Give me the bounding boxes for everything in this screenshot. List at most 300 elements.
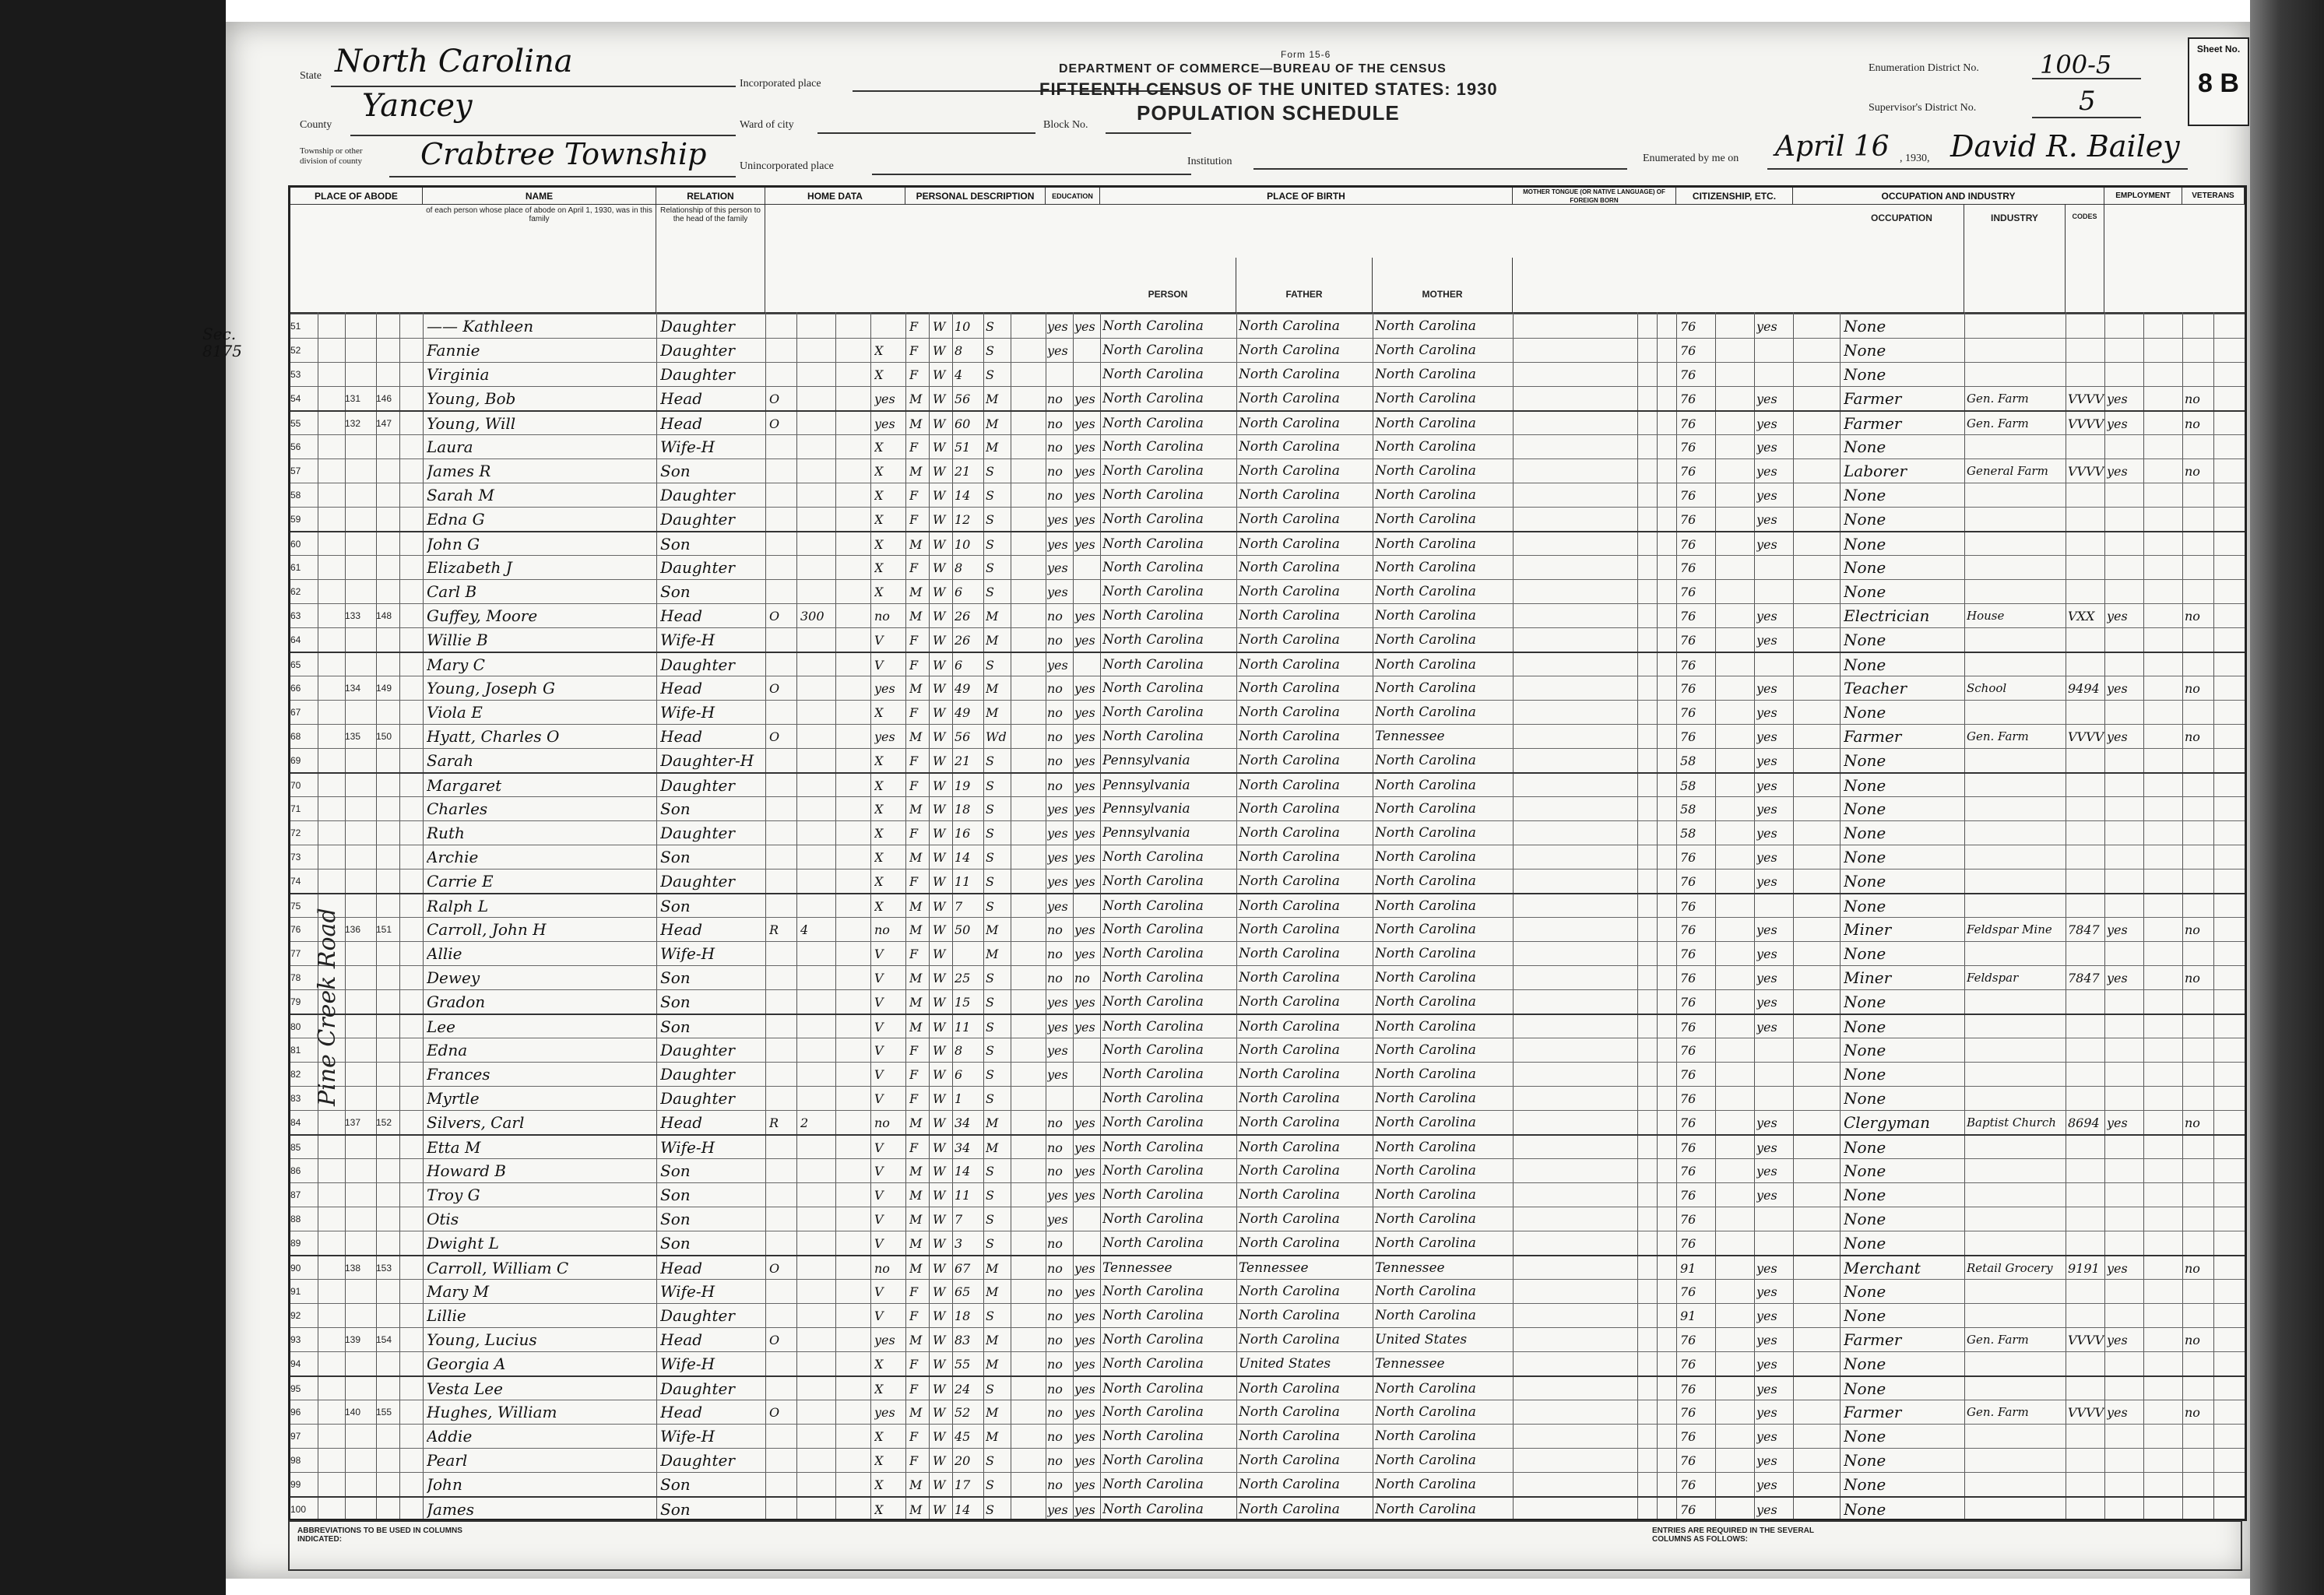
table-row (290, 1400, 2245, 1424)
marital-status: M (986, 947, 999, 961)
age: 26 (955, 609, 971, 624)
sex: M (909, 416, 923, 431)
dwelling-number (345, 580, 376, 604)
age: 55 (955, 1357, 971, 1372)
age: 7 (955, 899, 963, 914)
sex: F (909, 1067, 919, 1082)
occupation-code (2068, 990, 2104, 1014)
mother-label: MOTHER (1422, 289, 1463, 300)
sex: F (909, 874, 919, 889)
marital-status: S (986, 1453, 994, 1468)
table-row (290, 1231, 2245, 1255)
birthplace-father: North Carolina (1239, 970, 1340, 985)
birthplace-father: North Carolina (1239, 1502, 1340, 1517)
birthplace-mother: North Carolina (1375, 657, 1476, 673)
age: 15 (955, 995, 971, 1010)
veteran-status (2185, 821, 2213, 845)
birthplace-mother: North Carolina (1375, 1428, 1476, 1444)
employment-status (2107, 556, 2143, 580)
marital-status: S (986, 754, 994, 768)
line-number: 84 (290, 1117, 301, 1128)
family-number (376, 1015, 399, 1039)
birthplace-mother: North Carolina (1375, 922, 1476, 937)
birthplace-person: North Carolina (1102, 1211, 1204, 1227)
birthplace-code: 76 (1680, 947, 1696, 961)
can-read: yes (1074, 1164, 1095, 1179)
employment-status (2107, 1449, 2143, 1473)
race: W (933, 1309, 946, 1323)
age: 51 (955, 440, 971, 455)
person-name: Ruth (427, 824, 465, 842)
occupation: Miner (1844, 920, 1892, 939)
farm-indicator: no (874, 609, 890, 624)
birthplace-father: North Carolina (1239, 1477, 1340, 1492)
birthplace-father: United States (1239, 1356, 1331, 1372)
schedule-title: POPULATION SCHEDULE (1137, 101, 1400, 125)
school-attendance: no (1047, 1140, 1063, 1155)
occupation-code (2068, 339, 2104, 363)
speaks-english: yes (1756, 850, 1777, 865)
person-name: Young, Bob (427, 389, 516, 408)
can-read: yes (1074, 440, 1095, 455)
person-name: John G (427, 535, 480, 553)
birthplace-father: North Carolina (1239, 536, 1340, 552)
family-number: 155 (376, 1407, 392, 1418)
employment-status: yes (2107, 464, 2128, 479)
dwelling-number (345, 1473, 376, 1497)
family-number: 147 (376, 418, 392, 429)
marital-status: S (986, 585, 994, 599)
family-number (376, 749, 399, 773)
can-read: yes (1074, 778, 1095, 793)
occupation-code (2068, 628, 2104, 652)
race: W (933, 658, 946, 673)
occupation: None (1844, 1306, 1886, 1325)
line-number: 73 (290, 852, 301, 862)
line-number: 76 (290, 924, 301, 935)
family-number (376, 990, 399, 1014)
school-attendance: no (1047, 778, 1063, 793)
marital-status: S (986, 658, 994, 673)
birthplace-person: North Carolina (1102, 1091, 1204, 1106)
birthplace-person: Pennsylvania (1102, 753, 1190, 768)
school-attendance: yes (1047, 802, 1068, 817)
person-name: Hyatt, Charles O (427, 727, 560, 746)
industry: Gen. Farm (1967, 729, 2029, 743)
table-row (290, 410, 2245, 434)
person-name: Gradon (427, 992, 486, 1011)
person-name: Sarah (427, 751, 473, 770)
home-tenure (769, 483, 796, 508)
group-citizenship: CITIZENSHIP, ETC. (1676, 188, 1793, 205)
speaks-english: yes (1756, 1020, 1777, 1035)
home-value (800, 1498, 835, 1522)
relation: Daughter-H (660, 751, 754, 770)
school-attendance: no (1047, 609, 1063, 624)
occupation: None (1844, 486, 1886, 504)
family-number (376, 1136, 399, 1160)
can-read: no (1074, 971, 1090, 985)
speaks-english: yes (1756, 754, 1777, 768)
birthplace-code: 76 (1680, 319, 1696, 334)
speaks-english: yes (1756, 1140, 1777, 1155)
ward-underline (817, 132, 1035, 134)
race: W (933, 1453, 946, 1468)
speaks-english: yes (1756, 1188, 1777, 1203)
occupation-code (2068, 1183, 2104, 1207)
family-number (376, 556, 399, 580)
school-attendance: no (1047, 1333, 1063, 1347)
industry (1967, 339, 2066, 363)
occupation-label: OCCUPATION (1871, 213, 1932, 223)
home-value (800, 1063, 835, 1087)
race: W (933, 850, 946, 865)
occupation: None (1844, 897, 1886, 915)
employment-status (2107, 628, 2143, 652)
birthplace-person: North Carolina (1102, 416, 1204, 431)
birthplace-mother: North Carolina (1375, 873, 1476, 889)
home-value (800, 797, 835, 821)
line-number: 51 (290, 321, 301, 332)
can-read: yes (1074, 1357, 1095, 1372)
person-name: Silvers, Carl (427, 1113, 525, 1132)
birthplace-father: North Carolina (1239, 1091, 1340, 1106)
speaks-english: yes (1756, 1429, 1777, 1444)
home-value (800, 532, 835, 557)
birthplace-mother: North Carolina (1375, 367, 1476, 382)
dwelling-number: 135 (345, 731, 361, 742)
state-label: State (300, 70, 322, 82)
marital-status: S (986, 1477, 994, 1492)
age: 45 (955, 1429, 971, 1444)
birthplace-mother: North Carolina (1375, 898, 1476, 914)
industry: Feldspar (1967, 971, 2019, 985)
sex: F (909, 754, 919, 768)
relation: Wife-H (660, 1282, 715, 1301)
birthplace-mother: North Carolina (1375, 584, 1476, 599)
home-value (800, 1377, 835, 1401)
dwelling-number (345, 363, 376, 387)
marital-status: S (986, 1067, 994, 1082)
occupation: None (1844, 1089, 1886, 1108)
birthplace-person: North Carolina (1102, 704, 1204, 720)
sex: F (909, 1453, 919, 1468)
occupation-code (2068, 1136, 2104, 1160)
occupation: Teacher (1844, 679, 1907, 697)
occupation: None (1844, 1282, 1886, 1301)
can-read: yes (1074, 1333, 1095, 1347)
marital-status: Wd (986, 729, 1007, 744)
occupation-code: 8694 (2068, 1115, 2100, 1130)
age: 8 (955, 343, 963, 358)
birthplace-person: North Carolina (1102, 849, 1204, 865)
age: 49 (955, 705, 971, 720)
table-row (290, 796, 2245, 820)
school-attendance: no (1047, 922, 1063, 937)
relation: Daughter (660, 486, 735, 504)
race: W (933, 681, 946, 696)
birthplace-person: North Carolina (1102, 1140, 1204, 1155)
unincorporated-label: Unincorporated place (740, 160, 834, 172)
employment-status (2107, 942, 2143, 966)
race: W (933, 754, 946, 768)
home-tenure (769, 314, 796, 339)
occupation-code: VVVV (2068, 392, 2104, 406)
age: 56 (955, 392, 971, 406)
marital-status: M (986, 1115, 999, 1130)
birthplace-father: North Carolina (1239, 898, 1340, 914)
school-attendance: yes (1047, 537, 1068, 552)
birthplace-code: 58 (1680, 826, 1696, 841)
family-number (376, 797, 399, 821)
table-row (290, 1424, 2245, 1448)
home-tenure (769, 653, 796, 677)
farm-indicator: no (874, 1115, 890, 1130)
side-note: Pine Creek Road (314, 908, 341, 1106)
race: W (933, 1164, 946, 1179)
race: W (933, 1043, 946, 1058)
can-read (1074, 556, 1100, 580)
home-tenure: O (769, 1333, 780, 1347)
family-number (376, 1087, 399, 1111)
family-number (376, 435, 399, 459)
veteran-status (2185, 435, 2213, 459)
age: 18 (955, 802, 971, 817)
speaks-english: yes (1756, 826, 1777, 841)
marital-status: M (986, 440, 999, 455)
birthplace-code: 76 (1680, 1020, 1696, 1035)
speaks-english: yes (1756, 1477, 1777, 1492)
school-attendance: no (1047, 971, 1063, 985)
table-row (290, 676, 2245, 700)
occupation-code (2068, 556, 2104, 580)
birthplace-mother: North Carolina (1375, 849, 1476, 865)
speaks-english: yes (1756, 440, 1777, 455)
veteran-status (2185, 1207, 2213, 1231)
county-label: County (300, 119, 332, 131)
line-number: 63 (290, 610, 301, 621)
home-value (800, 628, 835, 652)
birthplace-mother: North Carolina (1375, 994, 1476, 1010)
industry (1967, 1183, 2066, 1207)
occupation-code: VXX (2068, 609, 2095, 624)
table-row (290, 1062, 2245, 1086)
family-number (376, 314, 399, 339)
home-value (800, 314, 835, 339)
birthplace-father: North Carolina (1239, 1187, 1340, 1203)
dwelling-number (345, 1015, 376, 1039)
industry (1967, 870, 2066, 894)
farm-indicator: V (874, 1020, 884, 1035)
home-tenure (769, 1425, 796, 1449)
speaks-english (1756, 363, 1791, 387)
veteran-status (2185, 580, 2213, 604)
dwelling-number (345, 749, 376, 773)
ward-label: Ward of city (740, 119, 794, 131)
table-row (290, 1086, 2245, 1110)
marital-status: S (986, 1309, 994, 1323)
speaks-english: yes (1756, 947, 1777, 961)
marital-status: M (986, 392, 999, 406)
township-underline (389, 176, 736, 177)
line-number: 93 (290, 1334, 301, 1345)
veteran-status (2185, 628, 2213, 652)
table-row (290, 338, 2245, 362)
sex: F (909, 1309, 919, 1323)
relation: Son (660, 992, 691, 1011)
group-occupation: OCCUPATION AND INDUSTRY (1793, 188, 2104, 205)
age: 34 (955, 1140, 971, 1155)
occupation: None (1844, 365, 1886, 384)
relation: Wife-H (660, 631, 715, 649)
occupation: None (1844, 1017, 1886, 1036)
industry: School (1967, 681, 2007, 695)
sex: M (909, 681, 923, 696)
dwelling-number: 132 (345, 418, 361, 429)
person-name: John (427, 1475, 462, 1494)
census-sheet (202, 22, 2250, 1579)
table-row (290, 941, 2245, 965)
veteran-status (2185, 1473, 2213, 1497)
industry: Gen. Farm (1967, 392, 2029, 406)
home-tenure (769, 1473, 796, 1497)
speaks-english: yes (1756, 1115, 1777, 1130)
family-number: 146 (376, 393, 392, 404)
birthplace-father: North Carolina (1239, 994, 1340, 1010)
table-row (290, 531, 2245, 555)
sex: M (909, 850, 923, 865)
age: 4 (955, 367, 963, 382)
occupation: Laborer (1844, 462, 1907, 480)
occupation-code: 9494 (2068, 681, 2100, 696)
sex: F (909, 705, 919, 720)
table-row (290, 1279, 2245, 1303)
birthplace-father: North Carolina (1239, 1428, 1340, 1444)
birthplace-code: 76 (1680, 971, 1696, 985)
age: 11 (955, 1188, 971, 1203)
veteran-status (2185, 339, 2213, 363)
birthplace-person: North Carolina (1102, 1502, 1204, 1517)
dwelling-number (345, 1159, 376, 1183)
relation: Daughter (660, 341, 735, 360)
race: W (933, 1261, 946, 1276)
farm-indicator: X (874, 560, 884, 575)
birthplace-mother: North Carolina (1375, 946, 1476, 961)
speaks-english (1756, 894, 1791, 919)
dwelling-number: 140 (345, 1407, 361, 1418)
relation: Son (660, 462, 691, 480)
line-number: 96 (290, 1407, 301, 1418)
relation: Daughter (660, 655, 735, 674)
line-number: 65 (290, 659, 301, 670)
abbrev-title: ABBREVIATIONS TO BE USED IN COLUMNS INDICATED: (297, 1526, 462, 1544)
home-value (800, 1038, 835, 1063)
family-number: 152 (376, 1117, 392, 1128)
farm-indicator: X (874, 512, 884, 527)
can-read: yes (1074, 1284, 1095, 1299)
table-row (290, 820, 2245, 845)
line-number: 86 (290, 1165, 301, 1176)
enumerator-name: David R. Bailey (1950, 129, 2180, 163)
marital-status: S (986, 850, 994, 865)
line-number: 66 (290, 683, 301, 694)
employment-status (2107, 797, 2143, 821)
sheet-label: Sheet No. (2196, 44, 2241, 54)
school-attendance (1047, 363, 1073, 387)
occupation: None (1844, 703, 1886, 722)
dwelling-number (345, 1352, 376, 1376)
school-attendance: no (1047, 416, 1063, 431)
dwelling-number (345, 1498, 376, 1522)
state-value: North Carolina (335, 44, 573, 79)
age: 10 (955, 319, 971, 334)
age: 3 (955, 1236, 963, 1251)
industry (1967, 1280, 2066, 1304)
birthplace-person: North Carolina (1102, 1187, 1204, 1203)
dwelling-number: 134 (345, 683, 361, 694)
farm-indicator: X (874, 488, 884, 503)
sex: M (909, 1502, 923, 1517)
veteran-status (2185, 363, 2213, 387)
speaks-english: yes (1756, 778, 1777, 793)
veteran-status (2185, 532, 2213, 557)
farm-indicator: yes (874, 1405, 895, 1420)
name-column-desc: of each person whose place of abode on April 1, 1930, was in this family (426, 206, 652, 223)
speaks-english: yes (1756, 995, 1777, 1010)
relation: Daughter (660, 510, 735, 529)
veteran-status (2185, 1038, 2213, 1063)
school-attendance: no (1047, 1453, 1063, 1468)
race: W (933, 464, 946, 479)
birthplace-father: North Carolina (1239, 560, 1340, 575)
sex: M (909, 1236, 923, 1251)
home-value (800, 942, 835, 966)
table-row (290, 434, 2245, 458)
scan-border-left (0, 0, 226, 1595)
birthplace-code: 76 (1680, 1453, 1696, 1468)
farm-indicator: X (874, 1477, 884, 1492)
sex: F (909, 343, 919, 358)
employment-status (2107, 1498, 2143, 1522)
relation: Head (660, 606, 703, 625)
home-tenure (769, 870, 796, 894)
marital-status: M (986, 1284, 999, 1299)
veteran-status (2185, 774, 2213, 798)
birthplace-person: North Carolina (1102, 1308, 1204, 1323)
employment-status: yes (2107, 1333, 2128, 1347)
line-number: 55 (290, 418, 301, 429)
line-number: 70 (290, 780, 301, 791)
line-number: 61 (290, 562, 301, 573)
birthplace-mother: North Carolina (1375, 704, 1476, 720)
line-number: 68 (290, 731, 301, 742)
race: W (933, 343, 946, 358)
can-read: yes (1074, 826, 1095, 841)
occupation: None (1844, 1451, 1886, 1470)
birthplace-person: North Carolina (1102, 439, 1204, 455)
dwelling-number: 136 (345, 924, 361, 935)
sheet-number-box (2188, 37, 2249, 126)
marital-status: S (986, 488, 994, 503)
relation: Daughter (660, 872, 735, 891)
industry (1967, 628, 2066, 652)
birthplace-mother: North Carolina (1375, 1502, 1476, 1517)
occupation: None (1844, 1041, 1886, 1059)
can-read: yes (1074, 464, 1095, 479)
can-read (1074, 894, 1100, 919)
family-number: 154 (376, 1334, 392, 1345)
can-read: yes (1074, 537, 1095, 552)
